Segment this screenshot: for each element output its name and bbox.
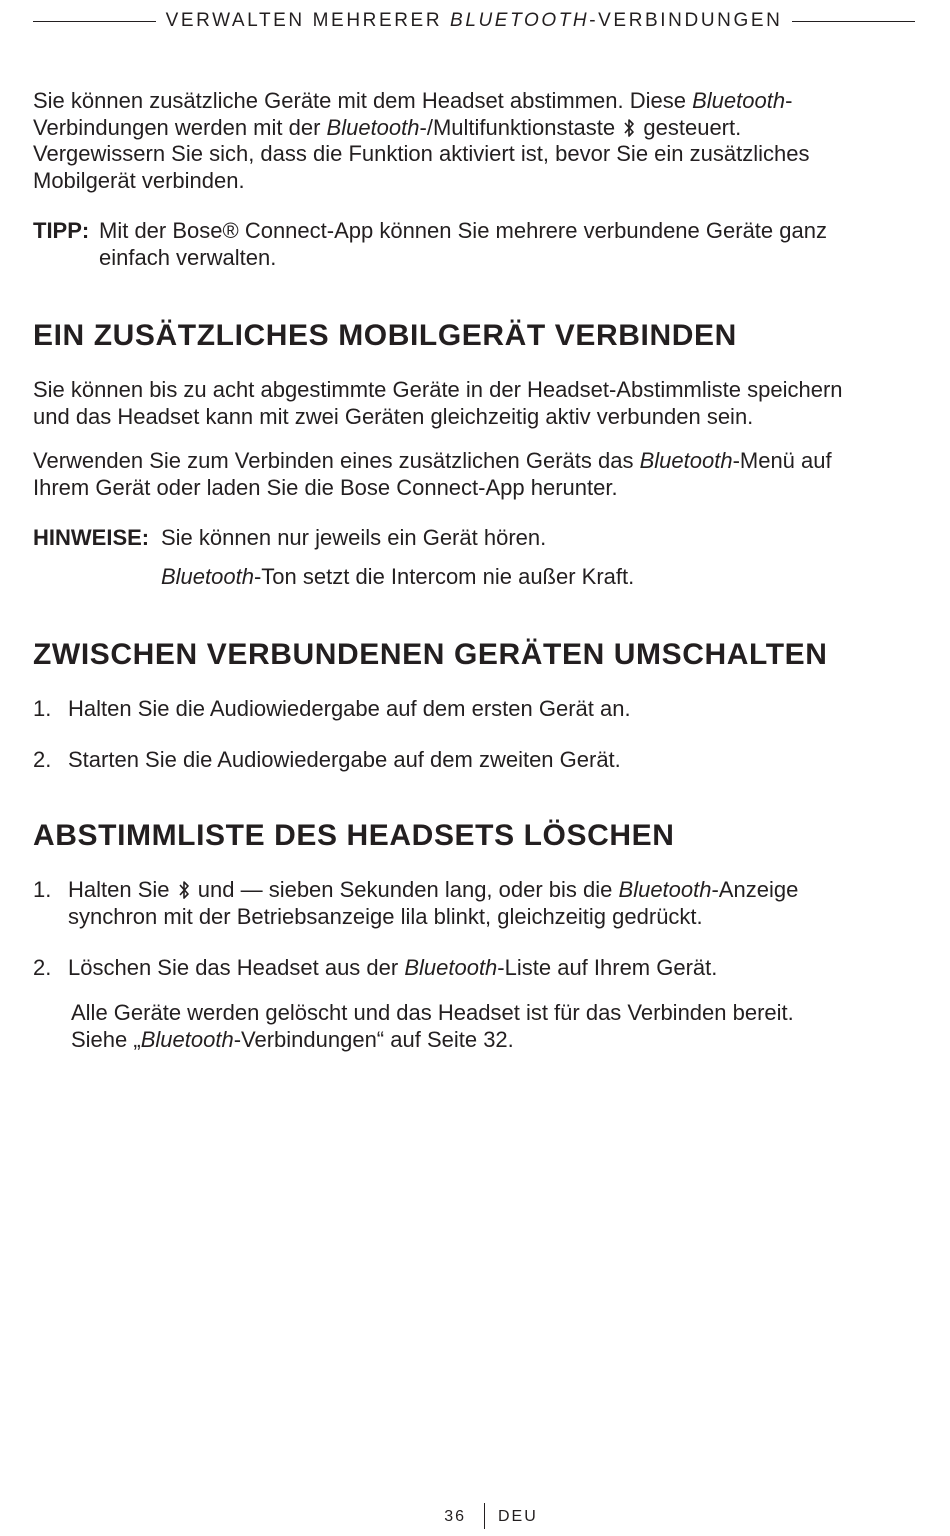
clear-result: Alle Geräte werden gelöscht und das Headset ist für das Verbinden bereit. Siehe „Bluetooth-Verbindungen“ auf Seite 32. — [71, 1000, 794, 1052]
header-title: VERWALTEN MEHRERER BLUETOOTH-VERBINDUNGEN — [165, 10, 783, 31]
tip-label: TIPP: — [33, 218, 90, 243]
footer-separator — [484, 1503, 485, 1529]
connect-paragraph-2: Verwenden Sie zum Verbinden eines zusätzlichen Geräts das Bluetooth-Menü auf Ihrem Gerät oder laden Sie die Bose Connect-App herunter. — [33, 448, 832, 500]
section-heading-connect: EIN ZUSÄTZLICHES MOBILGERÄT VERBINDEN — [33, 319, 737, 352]
page-number: 36 — [444, 1508, 466, 1525]
bluetooth-icon — [178, 880, 190, 900]
notes-text — [161, 525, 913, 590]
header-rule-left — [33, 21, 156, 22]
intro-paragraph: Sie können zusätzliche Geräte mit dem Headset abstimmen. Diese Bluetooth- Verbindungen werden mit der Bluetooth-/Multifunktionstaste gesteuert. Vergewissern Sie sich, dass die Funktion aktiviert ist, bevor Sie ein zusätzliches Mobilgerät verbinden. — [33, 88, 810, 193]
bluetooth-icon — [623, 118, 635, 138]
running-header — [33, 8, 915, 34]
connect-paragraph-1: Sie können bis zu acht abgestimmte Geräte in der Headset-Abstimmliste speichern und das Headset kann mit zwei Geräten gleichzeitig aktiv verbunden sein. — [33, 377, 843, 429]
section-heading-clear: ABSTIMMLISTE DES HEADSETS LÖSCHEN — [33, 819, 675, 852]
notes-label: HINWEISE: — [33, 525, 150, 550]
note-1: Sie können nur jeweils ein Gerät hören. — [161, 525, 547, 550]
header-rule-right — [792, 21, 915, 22]
manual-page: VERWALTEN MEHRERER BLUETOOTH-VERBINDUNGEN Sie können zusätzliche Geräte mit dem Headset abstimmen. Diese Bluetooth- Verbindungen werden mit der Bluetooth-/Multifunktionstaste gesteuert. Vergewissern Sie sich, dass die Funktion aktiviert ist, bevor Sie ein zusätzliches Mobilgerät verbinden. TIPP: Mit der Bose® Connect-App können Sie mehrere verbundene Geräte ganz einfach verwalten. EIN ZUSÄTZLICHES MOBILGERÄT VERBINDEN Sie können bis zu acht abgestimmte Geräte in der Headset-Abstimmliste speichern und das Headset kann mit zwei Geräten gleichzeitig aktiv verbunden sein. Verwenden Sie zum Verbinden eines zusätzlichen Geräts das Bluetooth-Menü auf Ihrem Gerät oder laden Sie die Bose Connect-App herunter. HINWEISE: Sie können nur jeweils ein Gerät hören. Bluetooth-Ton setzt die Intercom nie außer Kraft. ZWISCHEN VERBUNDENEN GERÄTEN UMSCHALTEN 1. Halten Sie die Audiowiedergabe auf dem ersten Gerät an. 2. Starten Sie die Audiowiedergabe auf dem zweiten Gerät. ABSTIMMLISTE DES HEADSETS LÖSCHEN 1. Halten Sie und — sieben Sekunden lang, oder bis die Bluetooth-Anzeige synchron mit der Betriebsanzeige lila blinkt, gleichzeitig gedrückt. 2. Löschen Sie das Headset aus der Bluetooth-Liste auf Ihrem Gerät. Alle Geräte werden gelöscht und das Headset ist für das Verbinden bereit. Siehe „Bluetooth-Verbindungen“ auf Seite 32. 36 DEU — [0, 0, 950, 1536]
language-code: DEU — [498, 1508, 538, 1525]
page-footer — [0, 1503, 950, 1529]
note-2: Bluetooth-Ton setzt die Intercom nie außer Kraft. — [161, 563, 635, 589]
tip-text: Mit der Bose® Connect-App können Sie mehrere verbundene Geräte ganz einfach verwalten. — [99, 218, 827, 270]
notes-box — [33, 525, 913, 595]
tip-box — [33, 218, 913, 274]
section-heading-switch: ZWISCHEN VERBUNDENEN GERÄTEN UMSCHALTEN — [33, 638, 828, 671]
